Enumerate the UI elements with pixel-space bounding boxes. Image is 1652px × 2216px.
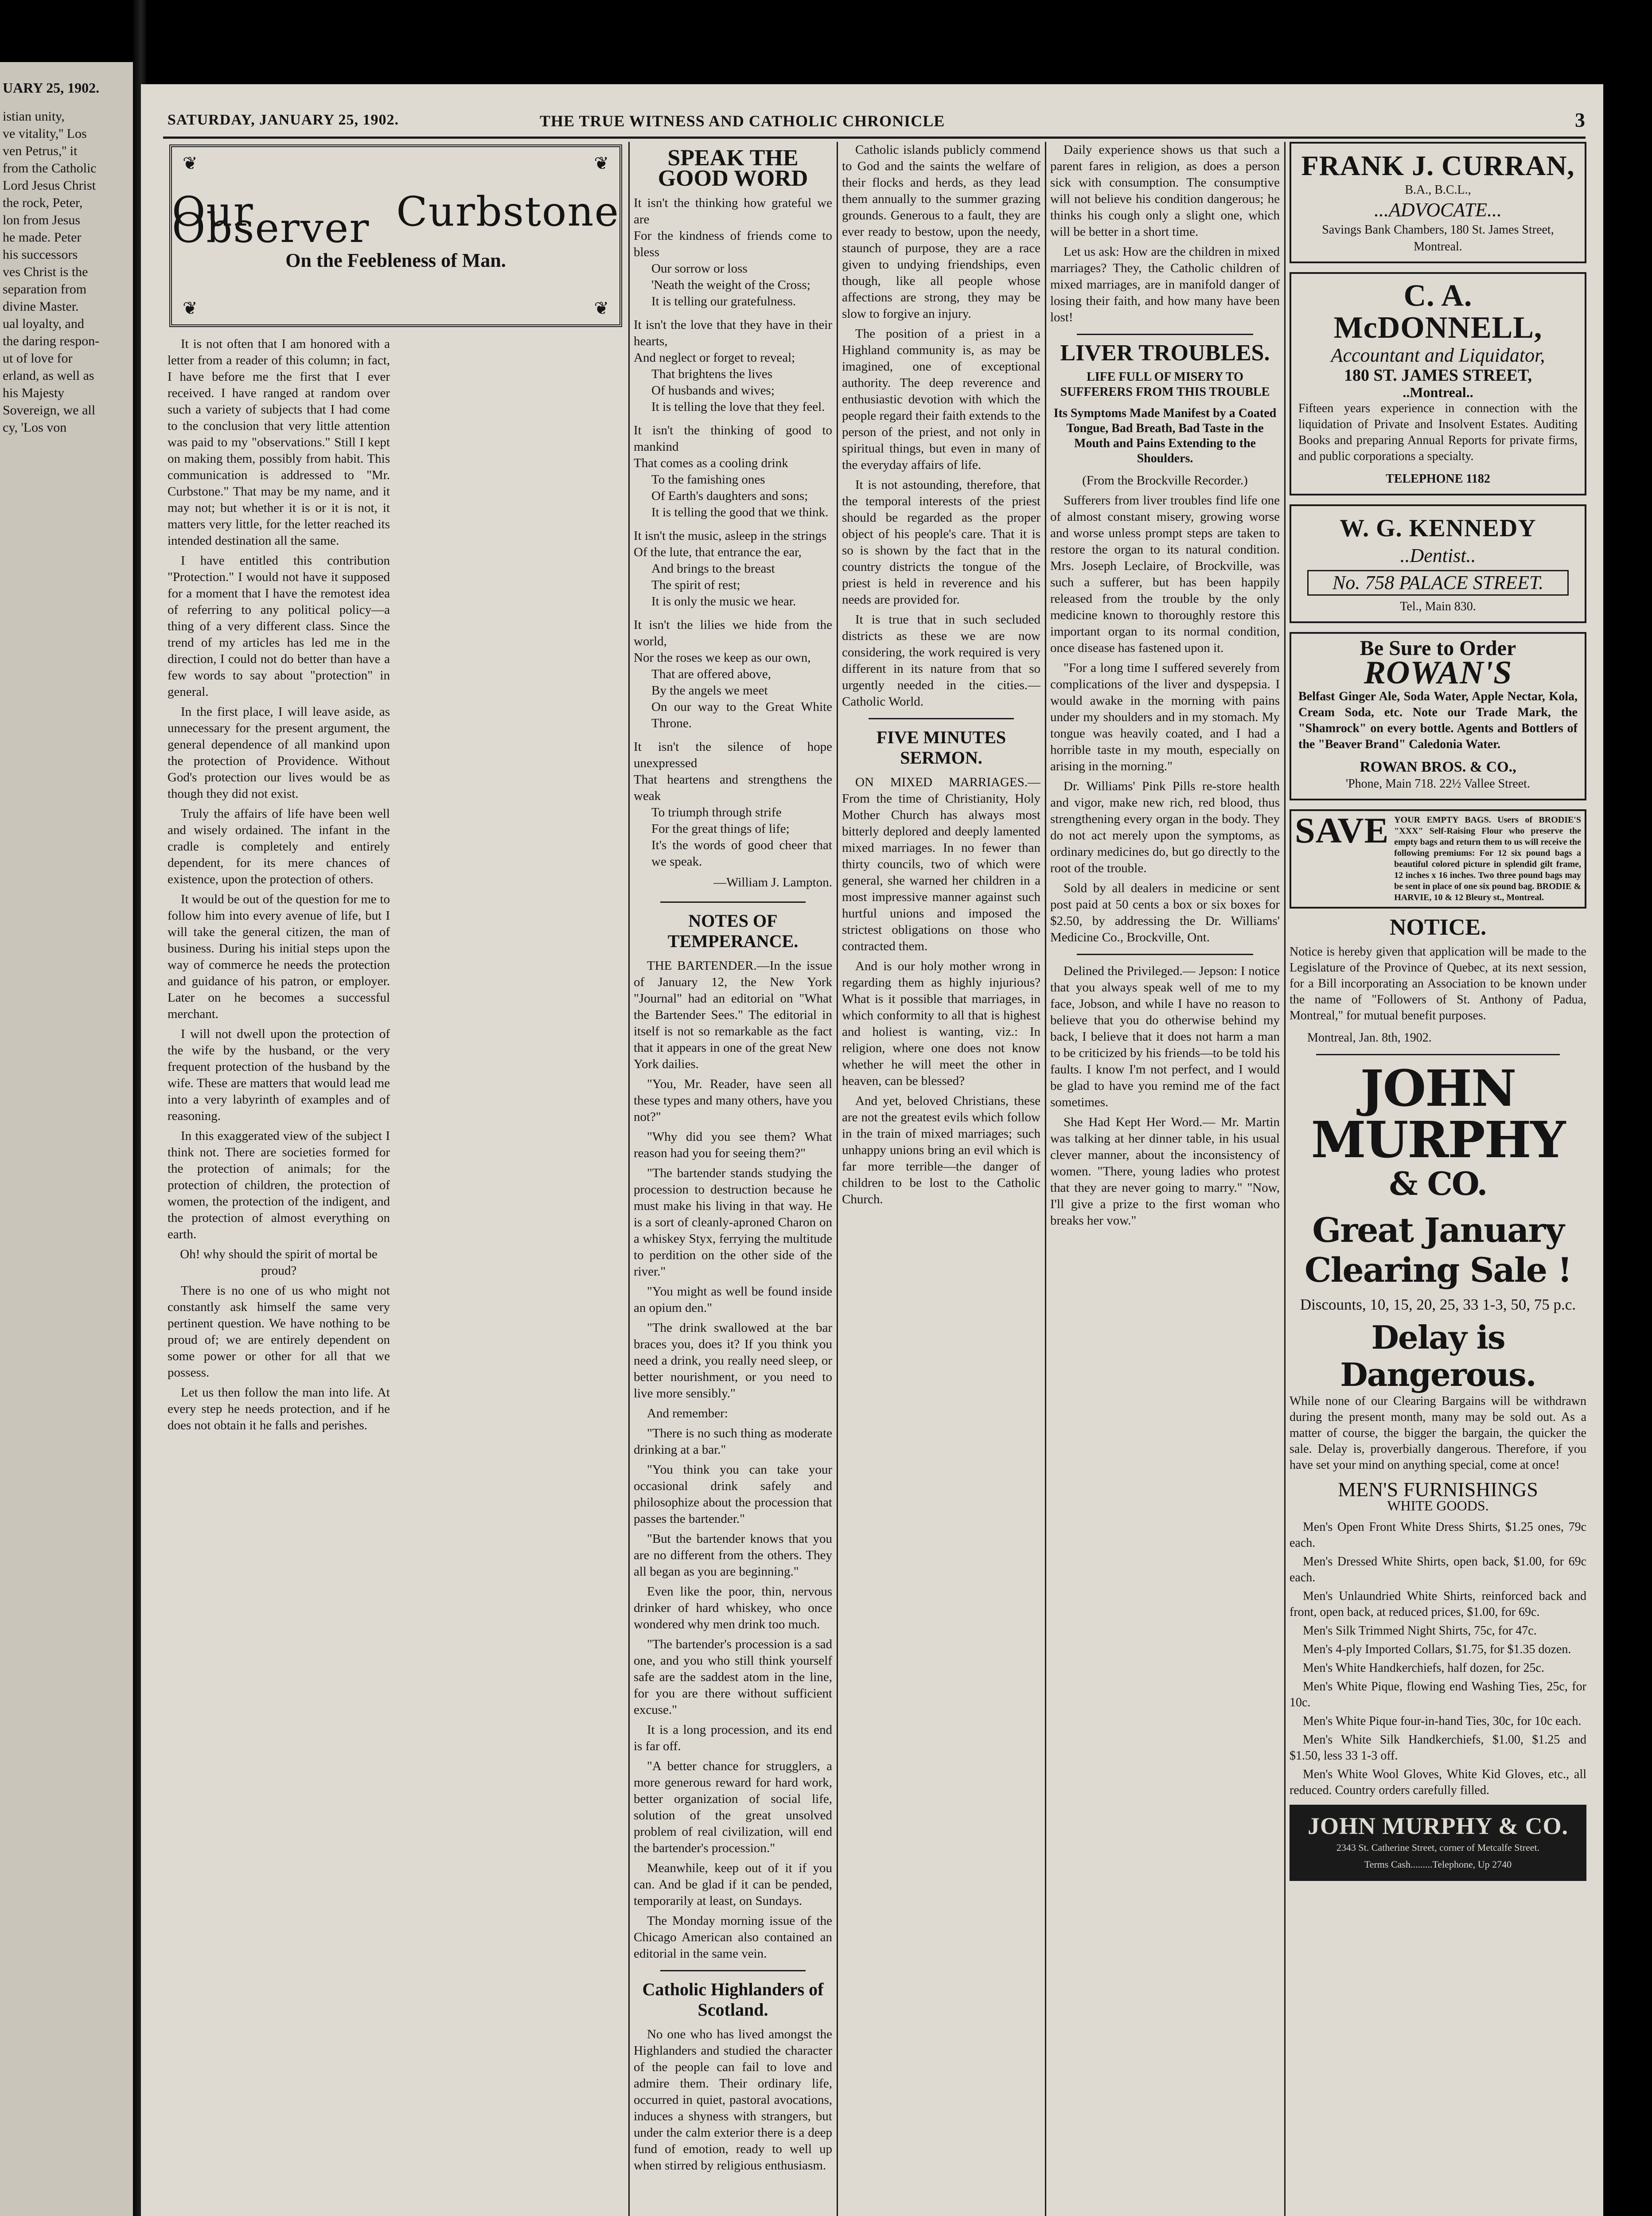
article-paragraph: "You might as well be found inside an opium den." — [634, 1284, 832, 1315]
poem-line: The spirit of rest; — [651, 578, 740, 592]
newspaper-page — [141, 84, 1603, 2216]
kennedy-phone: Tel., Main 830. — [1400, 600, 1476, 613]
poem-line: To the famishing ones — [651, 472, 765, 487]
mcdonnell-city: ..Montreal.. — [1403, 384, 1473, 400]
poem-line: It is telling the good that we think. — [651, 505, 829, 519]
article-paragraph: Daily experience shows us that such a parent fares in religion, as does a person sick with consumption. The consumptive will not believe his condition dangerous; he thinks his cough only a slight one, which will be better in a short time. — [1050, 143, 1280, 239]
curbstone-title: Our Curbstone Observer — [172, 187, 620, 252]
facing-page-line: Sovereign, we all — [3, 403, 96, 417]
article-paragraph: "Why did you see them? What reason had you for seeing them?" — [634, 1130, 832, 1160]
article-paragraph: Let us ask: How are the children in mixed marriages? They, the Catholic children of mixed marriages, are in manifold danger of losing their faith, and how many have been lost! — [1050, 245, 1280, 324]
ornament-icon: ❦ — [594, 153, 609, 173]
anecdote-word: She Had Kept Her Word.— Mr. Martin was talking at her dinner table, in his usual clever manner, about the inconsistency of women. "There, young ladies who protest that they are never going to marry." "Now, I'll give a prize to the first woman who breaks her vow." — [1050, 1115, 1280, 1228]
notice-body: Notice is hereby given that application will be made to the Legislature of the Province of Quebec, at its next session, for a Bill incorporating an Association to be known under the name of "Followers of St. Anthony of Padua, Montreal," for mutual benefit purposes. — [1290, 945, 1586, 1022]
poem-line: It isn't the thinking of good to mankind — [634, 423, 832, 454]
curran-role: ...ADVOCATE... — [1374, 199, 1502, 221]
article-paragraph: "There is no such thing as moderate drinking at a bar." — [634, 1426, 832, 1457]
furnishings-heading: MEN'S FURNISHINGS — [1338, 1478, 1538, 1501]
article-paragraph: Sold by all dealers in medicine or sent post paid at 50 cents a box or six boxes for $2.50, by addressing the Dr. Williams' Medicine Co., Brockville, Ont. — [1050, 881, 1280, 944]
poem-title: SPEAK THE GOOD WORD — [658, 145, 808, 191]
poem-line: Of husbands and wives; — [651, 383, 775, 398]
facing-page-line: his Majesty — [3, 386, 65, 400]
liver-subtitle: LIFE FULL OF MISERY TO SUFFERERS FROM THIS TROUBLE — [1060, 370, 1270, 399]
murphy-footer-name: JOHN MURPHY & CO. — [1308, 1813, 1568, 1839]
article-paragraph: And remember: — [647, 1406, 728, 1420]
highlanders-and-sermon-column — [842, 142, 1040, 2216]
curran-address: Savings Bank Chambers, 180 St. James Street, Montreal. — [1322, 223, 1554, 254]
kennedy-ad — [1290, 504, 1586, 623]
mcdonnell-ad — [1290, 272, 1586, 495]
article-paragraph: In this exaggerated view of the subject I think not. There are societies formed for the protection of animals; for the protection of children, the protection of women, the protection of the indigent, and the protection of almost everything on earth. — [168, 1129, 390, 1241]
article-paragraph: Truly the affairs of life have been well and wisely ordained. The infant in the cradle is completely and entirely dependent, for its mere chances of existence, upon the protection of others. — [168, 807, 390, 886]
article-paragraph: "The drink swallowed at the bar braces you, does it? If you think you need a drink, you really need sleep, or better nourishment, or you need to live more sensibly." — [634, 1321, 832, 1401]
sale-item: Men's 4-ply Imported Collars, $1.75, for $1.35 dozen. — [1303, 1642, 1571, 1656]
article-paragraph: THE BARTENDER.—In the issue of January 12, the New York "Journal" had an editorial on "What the Bartender Sees." The editorial in itself is not so remarkable as the fact that it appears in one of the great New York dailies. — [634, 959, 832, 1071]
poem-line: For the great things of life; — [651, 822, 790, 836]
sale-item: Men's Silk Trimmed Night Shirts, 75c, for 47c. — [1303, 1624, 1537, 1638]
poem-line: That brightens the lives — [651, 367, 773, 381]
column-rule — [1284, 142, 1286, 2216]
article-paragraph: And yet, beloved Christians, these are not the greatest evils which follow in the train of mixed marriages; such unhappy unions bring an evil which is far more terrible—the danger of children to be lost to the Catholic Church. — [842, 1094, 1040, 1206]
facing-page-line: the rock, Peter, — [3, 195, 83, 210]
article-paragraph: "You, Mr. Reader, have seen all these types and many others, have you not?" — [634, 1077, 832, 1124]
kennedy-role: ..Dentist.. — [1400, 545, 1476, 566]
column-rule — [1045, 142, 1046, 2216]
article-paragraph: It is not often that I am honored with a letter from a reader of this column; in fact, I have before me the first that I ever received. I have ranged at random over such a variety of subjects that I had come to the conclusion that very little attention was paid to my "observations." Still I kept on making them, possibly from habit. This communication is addressed to "Mr. Curbstone." That may be my name, and it may not; but whether it is or it is not, it matters very little, for the letter reached its intended destination all the same. — [168, 337, 390, 548]
ornament-icon: ❦ — [594, 298, 609, 318]
article-paragraph: ON MIXED MARRIAGES.—From the time of Christianity, Holy Mother Church has always most bitterly deplored and deeply lamented mixed marriages. In no fewer than thirty councils, two of which were general, she warned her children in a most impressive manner against such hurtful unions and imposed the strictest obligations on those who contracted them. — [842, 775, 1040, 953]
sermon-title: FIVE MINUTES SERMON. — [876, 727, 1006, 768]
temperance-title: NOTES OF TEMPERANCE. — [667, 911, 799, 951]
sale-item: Men's White Pique, flowing end Washing Ties, 25c, for 10c. — [1290, 1680, 1586, 1709]
article-paragraph: "For a long time I suffered severely from complications of the liver and dyspepsia. I would awake in the morning with pains under my shoulders and in my stomach. My tongue was heavily coated, and I had a horrible taste in my mouth, especially on arising in the morning." — [1050, 661, 1280, 773]
facing-page-line: Lord Jesus Christ — [3, 178, 96, 193]
save-ad — [1290, 809, 1586, 909]
facing-page-line: ve vitality,'' Los — [3, 126, 87, 141]
header-rule — [163, 137, 1586, 139]
mcdonnell-address: 180 ST. JAMES STREET, — [1344, 366, 1532, 385]
sale-item: Men's Unlaundried White Shirts, reinforced back and front, open back, at reduced prices, $1.00, for 69c. — [1290, 1589, 1586, 1619]
article-paragraph: "The bartender stands studying the procession to destruction because he must make his living in that way. He is a sort of cleanly-aproned Charon on a whiskey Styx, ferrying the multitude to perdition on the other side of the river." — [634, 1166, 832, 1279]
facing-page-line: he made. Peter — [3, 230, 82, 245]
notice — [1290, 917, 1586, 1046]
article-paragraph: It would be out of the question for me to follow him into every avenue of life, but I will take the general citizen, the man of business. During his initial steps upon the way of commerce he needs the protection and guidance of his patron, or employer. Later on he becomes a successful merchant. — [168, 892, 390, 1021]
facing-page-line: erland, as well as — [3, 368, 94, 383]
article-paragraph: Dr. Williams' Pink Pills re-store health and vigor, make new rich, red blood, thus strengthening every organ in the body. They do not act merely upon the symptoms, as ordinary medicines do, but go directly to the root of the trouble. — [1050, 779, 1280, 875]
section-divider — [660, 1970, 806, 1971]
curbstone-body — [168, 336, 624, 2216]
poem-line: It isn't the thinking how grateful we are — [634, 196, 832, 226]
curran-name: FRANK J. CURRAN, — [1301, 150, 1575, 181]
poem-line: That heartens and strengthens the weak — [634, 772, 832, 803]
discounts: Discounts, 10, 15, 20, 25, 33 1-3, 50, 75 p.c. — [1300, 1296, 1576, 1313]
facing-page-line: ven Petrus,'' it — [3, 144, 78, 158]
kennedy-name: W. G. KENNEDY — [1340, 515, 1536, 542]
running-head — [168, 109, 1586, 134]
ornament-icon: ❦ — [183, 153, 198, 173]
poem-line: It is only the music we hear. — [651, 594, 796, 609]
temperance-body — [634, 958, 832, 1962]
facing-page-line: istian unity, — [3, 109, 65, 124]
curbstone-banner — [169, 144, 622, 327]
sale-item: Men's White Wool Gloves, White Kid Gloves, etc., all reduced. Country orders carefully filled. — [1290, 1767, 1586, 1797]
section-divider — [660, 901, 806, 903]
column-rule — [628, 142, 630, 2216]
save-word: SAVE — [1295, 810, 1389, 851]
mcdonnell-phone: TELEPHONE 1182 — [1386, 472, 1490, 486]
facing-page-line: his successors — [3, 247, 78, 262]
page-number: 3 — [1575, 109, 1586, 131]
facing-page-line: cy, 'Los von — [3, 420, 67, 435]
mcdonnell-body: Fifteen years experience in connection with the liquidation of Private and Insolvent Estates. Auditing Books and preparing Annual Reports for private firms, and public corporations a specialty. — [1298, 402, 1578, 463]
liver-source: (From the Brockville Recorder.) — [1082, 473, 1248, 488]
poem-line: On our way to the Great White Throne. — [651, 700, 832, 730]
column-rule — [837, 142, 838, 2216]
facing-page-date: UARY 25, 1902. — [3, 80, 100, 96]
poem-line: Our sorrow or loss — [651, 261, 748, 276]
rowan-firm: ROWAN BROS. & CO., — [1360, 759, 1516, 775]
facing-page-line: ut of love for — [3, 351, 73, 366]
poem-line: By the angels we meet — [651, 683, 768, 698]
murphy-footer-address: 2343 St. Catherine Street, corner of Metcalfe Street. — [1336, 1842, 1540, 1853]
poem-author: —William J. Lampton. — [713, 875, 832, 890]
poem-line: Of the lute, that entrance the ear, — [634, 545, 802, 559]
poem-line: It is telling the love that they feel. — [651, 400, 825, 414]
section-divider — [1077, 954, 1253, 955]
poem-line: Nor the roses we keep as our own, — [634, 651, 811, 665]
poem-line: And neglect or forget to reveal; — [634, 351, 795, 365]
white-goods-heading: WHITE GOODS. — [1387, 1498, 1489, 1514]
poem-line: Of Earth's daughters and sons; — [651, 489, 808, 503]
article-paragraph: It is a long procession, and its end is far off. — [634, 1723, 832, 1753]
article-paragraph: Even like the poor, thin, nervous drinker of hard whiskey, who once wondered why men drink too much. — [634, 1584, 832, 1631]
poem-line: It isn't the music, asleep in the strings — [634, 529, 827, 543]
notice-title: NOTICE. — [1389, 915, 1487, 940]
delay-headline: Delay is Dangerous. — [1340, 1319, 1536, 1393]
article-paragraph: It is true that in such secluded districts as these we are now considering, the work required is very different in its nature from that so urgently needed in the cities.—Catholic World. — [842, 613, 1040, 709]
sale-item: Men's Open Front White Dress Shirts, $1.25 ones, 79c each. — [1290, 1520, 1586, 1550]
article-paragraph: The position of a priest in a Highland community is, as may be imagined, one of exceptional authority. The deep reverence and enthusiastic devotion with which the people regard their faith extends to the person of the priest, and not only in spiritual things, but even in many of the everyday affairs of life. — [842, 327, 1040, 472]
section-divider — [1316, 1054, 1560, 1055]
notice-date: Montreal, Jan. 8th, 1902. — [1307, 1031, 1432, 1045]
rowan-brand: ROWAN'S — [1364, 655, 1512, 691]
poem-line: To triumph through strife — [651, 805, 782, 819]
kennedy-address: No. 758 PALACE STREET. — [1307, 570, 1569, 596]
murphy-ad — [1290, 1060, 1586, 1881]
anecdote-privileged: Delined the Privileged.— Jepson: I notice that you always speak well of me to my face, Jobson, and while I have no reason to believe that you do otherwise behind my back, I believe that it does not harm a man to be criticized by his friends—to be told his faults. I know I'm not perfect, and I would be glad to have you remind me of the fact sometimes. — [1050, 964, 1280, 1109]
facing-page-line: from the Catholic — [3, 161, 97, 176]
rowan-street: 22½ Vallee Street. — [1439, 777, 1530, 791]
rowan-headline: Be Sure to Order — [1360, 636, 1516, 660]
rowan-ad — [1290, 632, 1586, 800]
liver-deck: Its Symptoms Made Manifest by a Coated Tongue, Bad Breath, Bad Taste in the Mouth and Pains Extending to the Shoulders. — [1053, 406, 1277, 465]
poem-line: That are offered above, — [651, 667, 771, 681]
rowan-phone — [1298, 776, 1578, 792]
sale-line-1: Great January — [1312, 1210, 1564, 1250]
poem-and-temperance-column — [634, 142, 832, 2216]
article-paragraph: Meanwhile, keep out of it if you can. And be glad if it can be pended, temporarily at least, on Sundays. — [634, 1861, 832, 1908]
article-paragraph: "You think you can take your occasional drink safely and philosophize about the procession that passes the bartender." — [634, 1463, 832, 1526]
article-paragraph: No one who has lived amongst the Highlanders and studied the character of the people can fail to love and admire them. Their ordinary life, occurred in quiet, pastoral avocations, induces a shyness with strangers, but under the calm exterior there is a deep fund of emotion, ready to well up when stirred by religious enthusiasm. — [634, 2027, 832, 2173]
article-paragraph: The Monday morning issue of the Chicago American also contained an editorial in the same vein. — [634, 1914, 832, 1961]
article-paragraph: "A better chance for strugglers, a more generous reward for hard work, better organization of social life, solution of the great unsolved problem of real civilization, will end the bartender's procession." — [634, 1759, 832, 1855]
poem-line: It is telling our gratefulness. — [651, 294, 796, 308]
poem-line: It's the words of good cheer that we speak. — [651, 838, 832, 869]
facing-page-line: divine Master. — [3, 299, 79, 314]
murphy-co: & CO. — [1389, 1165, 1487, 1202]
poem-line: And brings to the breast — [651, 562, 775, 576]
section-divider — [869, 718, 1014, 719]
section-divider — [1077, 334, 1253, 335]
curran-degrees: B.A., B.C.L., — [1405, 183, 1471, 197]
article-paragraph: "But the bartender knows that you are no different from the others. They all began as you are beginning." — [634, 1532, 832, 1579]
murphy-terms: Terms Cash.........Telephone, Up 2740 — [1364, 1859, 1512, 1870]
mcdonnell-name: C. A. McDONNELL, — [1333, 279, 1543, 345]
murphy-name: JOHN MURPHY — [1311, 1060, 1565, 1169]
sale-line-2: Clearing Sale ! — [1305, 1250, 1571, 1290]
rowan-body: Belfast Ginger Ale, Soda Water, Apple Nectar, Kola, Cream Soda, etc. Note our Trade Mark, the "Shamrock" on every bottle. Agents and Bottlers of the "Beaver Brand" Caledonia Water. — [1298, 690, 1578, 751]
paper-title: THE TRUE WITNESS AND CATHOLIC CHRONICLE — [540, 112, 945, 130]
rowan-phone-text: 'Phone, Main 718. — [1346, 777, 1437, 791]
issue-date: SATURDAY, JANUARY 25, 1902. — [168, 112, 399, 128]
highlanders-title: Catholic Highlanders of Scotland. — [642, 1979, 824, 2020]
liver-title: LIVER TROUBLES. — [1060, 340, 1270, 366]
poem-line: It isn't the silence of hope unexpressed — [634, 740, 832, 770]
sale-item: Men's White Pique four-in-hand Ties, 30c, for 10c each. — [1303, 1714, 1582, 1728]
murphy-footer — [1290, 1805, 1586, 1881]
article-paragraph: Catholic islands publicly commend to God and the saints the welfare of their flocks and herds, as they lead them annually to the summer grazing grounds. Generous to a fault, they are ever ready to bestow, upon the needy, staunch of purpose, they are a race given to undying friendships, even though, like all people whose affections are strong, they may be slow to forgive an injury. — [842, 143, 1040, 321]
facing-page-lines — [3, 108, 130, 436]
facing-page-line: separation from — [3, 282, 87, 297]
sale-item: Men's Dressed White Shirts, open back, $1.00, for 69c each. — [1290, 1555, 1586, 1584]
murphy-body: While none of our Clearing Bargains will be withdrawn during the present month, many may be sold out. As a matter of course, the bigger the bargain, the quicker the sale. Delay is, proverbially dangerous. Therefore, if you have set your mind on anything special, come at once! — [1290, 1394, 1586, 1472]
article-paragraph: I have entitled this contribution "Protection." I would not have it supposed for a moment that I have the remotest idea of referring to any political policy—a thing of a very different class. Since the trend of my articles has led me in the direction, I could not do better than have a few words to say about "protection" in general. — [168, 554, 390, 699]
facing-page-line: lon from Jesus — [3, 213, 80, 227]
article-paragraph: There is no one of us who might not constantly ask himself the same very pertinent question. We have nothing to be proud of; we are entirely dependent on some power or other for all that we possess. — [168, 1284, 390, 1380]
curbstone-subtitle: On the Feebleness of Man. — [285, 249, 506, 271]
facing-page-line: the daring respon- — [3, 334, 100, 348]
liver-column — [1050, 142, 1280, 2216]
article-paragraph: Sufferers from liver troubles find life one of almost constant misery, growing worse and worse unless prompt steps are taken to restore the organ to its natural condition. Mrs. Joseph Leclaire, of Brockville, was such a sufferer, but has been happily released from the trouble by the only medicine known to thoroughly restore this important organ to its normal condition, once disease has fastened upon it. — [1050, 493, 1280, 655]
article-paragraph: Let us then follow the man into life. At every step he needs protection, and if he does not obtain it he falls and perishes. — [168, 1385, 390, 1432]
sale-item: Men's White Handkerchiefs, half dozen, for 25c. — [1303, 1661, 1544, 1675]
facing-page-line: ves Christ is the — [3, 265, 88, 279]
article-paragraph: In the first place, I will leave aside, as unnecessary for the present argument, the general dependence of all mankind upon the protection of Providence. Without God's protection our lives would be as though they did not exist. — [168, 705, 390, 801]
curran-ad — [1290, 142, 1586, 263]
article-paragraph: "The bartender's procession is a sad one, and you who still think yourself safe are the saddest atom in the line, for you are there without sufficient excuse." — [634, 1637, 832, 1717]
facing-page-line: ual loyalty, and — [3, 316, 84, 331]
article-paragraph: I will not dwell upon the protection of the wife by the husband, or the very frequent protection of the husband by the wife. These are matters that would lead me into a very labyrinth of examples and of reasoning. — [168, 1027, 390, 1123]
poem-line: It isn't the lilies we hide from the world, — [634, 618, 832, 648]
facing-page-fragment — [0, 62, 133, 2216]
ornament-icon: ❦ — [183, 298, 198, 318]
save-body: YOUR EMPTY BAGS. Users of BRODIE'S "XXX" Self-Raising Flour who preserve the empty bags and return them to us will receive the following premiums: For 12 six pound bags a beautiful colored picture in splendid gilt frame, 12 inches x 16 inches. Two three pound bags may be sent in place of one six pound bag. BRODIE & HARVIE, 10 & 12 Bleury st., Montreal. — [1394, 815, 1581, 902]
murphy-items — [1290, 1519, 1586, 1799]
curbstone-article — [168, 142, 624, 2216]
article-paragraph: And is our holy mother wrong in regarding them as highly injurious? What is it possible that marriages, in which conformity to all that is highest and holiest is wanting, viz.: In religion, where one does not know whether he will meet the other in heaven, can be blessed? — [842, 959, 1040, 1088]
sale-item: Men's White Silk Handkerchiefs, $1.00, $1.25 and $1.50, less 33 1-3 off. — [1290, 1733, 1586, 1763]
poem-body — [634, 195, 832, 870]
poem-line: That comes as a cooling drink — [634, 456, 788, 470]
poem-line: It isn't the love that they have in their hearts, — [634, 318, 832, 348]
mcdonnell-role: Accountant and Liquidator, — [1331, 344, 1545, 366]
article-quote: Oh! why should the spirit of mortal be proud? — [180, 1247, 378, 1278]
advertisement-column — [1290, 142, 1586, 2216]
poem-line: 'Neath the weight of the Cross; — [651, 278, 810, 292]
article-paragraph: It is not astounding, therefore, that the temporal interests of the priest should be regarded as the proper object of his people's care. That it is so is shown by the fact that in the country districts the tongue of the priest is held in reverence and his needs are provided for. — [842, 478, 1040, 607]
poem-line: For the kindness of friends come to bless — [634, 229, 832, 259]
